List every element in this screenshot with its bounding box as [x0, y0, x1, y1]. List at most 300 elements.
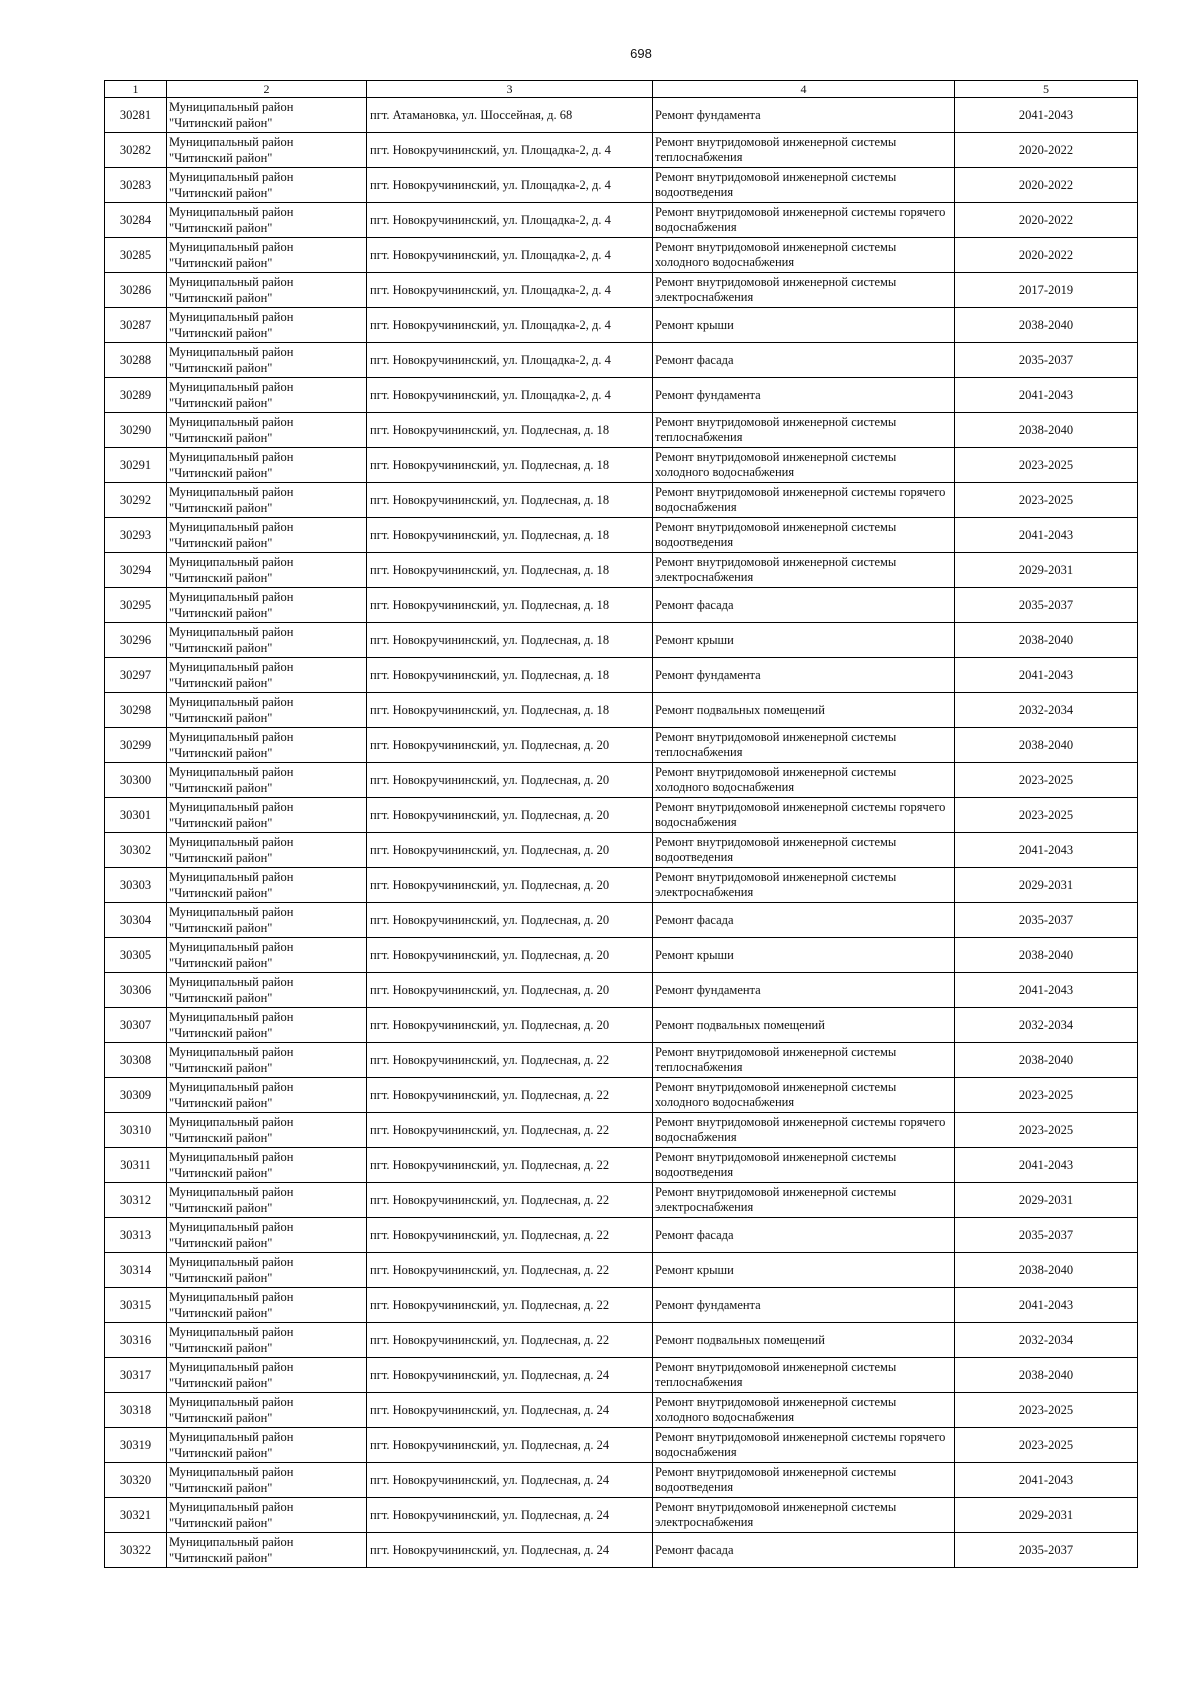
municipality-line: "Читинский район" — [169, 991, 273, 1005]
municipality-cell — [167, 973, 367, 1008]
address-cell: пгт. Новокручининский, ул. Подлесная, д. 22 — [367, 1148, 653, 1183]
work-type-cell: Ремонт крыши — [653, 308, 955, 343]
table-row — [105, 273, 1138, 308]
municipality-line: Муниципальный район — [169, 555, 294, 569]
address-cell: пгт. Новокручининский, ул. Подлесная, д. 20 — [367, 868, 653, 903]
table-row — [105, 1498, 1138, 1533]
address-cell: пгт. Новокручининский, ул. Подлесная, д. 18 — [367, 658, 653, 693]
address-cell: пгт. Новокручининский, ул. Площадка-2, д. 4 — [367, 203, 653, 238]
work-type-cell: Ремонт внутридомовой инженерной системы горячего водоснабжения — [653, 483, 955, 518]
address-cell: пгт. Новокручининский, ул. Площадка-2, д. 4 — [367, 238, 653, 273]
address-cell: пгт. Новокручининский, ул. Подлесная, д. 20 — [367, 833, 653, 868]
municipality-line: "Читинский район" — [169, 1236, 273, 1250]
municipality-cell — [167, 1323, 367, 1358]
period-cell: 2041-2043 — [955, 1288, 1138, 1323]
period-cell: 2029-2031 — [955, 553, 1138, 588]
municipality-cell — [167, 1008, 367, 1043]
municipality-line: Муниципальный район — [169, 205, 294, 219]
table-row — [105, 1078, 1138, 1113]
period-cell: 2020-2022 — [955, 238, 1138, 273]
column-header-3: 3 — [367, 81, 653, 98]
municipality-line: Муниципальный район — [169, 905, 294, 919]
period-cell: 2041-2043 — [955, 973, 1138, 1008]
municipality-line: Муниципальный район — [169, 1535, 294, 1549]
municipality-line: "Читинский район" — [169, 186, 273, 200]
municipality-line: "Читинский район" — [169, 466, 273, 480]
period-cell: 2032-2034 — [955, 1323, 1138, 1358]
period-cell: 2041-2043 — [955, 1463, 1138, 1498]
period-cell: 2041-2043 — [955, 378, 1138, 413]
municipality-line: Муниципальный район — [169, 380, 294, 394]
address-cell: пгт. Новокручининский, ул. Площадка-2, д. 4 — [367, 343, 653, 378]
row-number-cell: 30300 — [105, 763, 167, 798]
period-cell: 2020-2022 — [955, 203, 1138, 238]
row-number-cell: 30284 — [105, 203, 167, 238]
municipality-line: "Читинский район" — [169, 1201, 273, 1215]
work-type-cell: Ремонт фундамента — [653, 973, 955, 1008]
address-cell: пгт. Новокручининский, ул. Подлесная, д. 22 — [367, 1183, 653, 1218]
municipality-line: Муниципальный район — [169, 660, 294, 674]
address-cell: пгт. Новокручининский, ул. Подлесная, д. 18 — [367, 483, 653, 518]
municipality-cell — [167, 343, 367, 378]
period-cell: 2023-2025 — [955, 1113, 1138, 1148]
table-row — [105, 1043, 1138, 1078]
column-header-1: 1 — [105, 81, 167, 98]
municipality-cell — [167, 1288, 367, 1323]
row-number-cell: 30291 — [105, 448, 167, 483]
table-row — [105, 483, 1138, 518]
row-number-cell: 30301 — [105, 798, 167, 833]
row-number-cell: 30312 — [105, 1183, 167, 1218]
work-type-cell: Ремонт внутридомовой инженерной системы водоотведения — [653, 1148, 955, 1183]
row-number-cell: 30304 — [105, 903, 167, 938]
table-row — [105, 798, 1138, 833]
period-cell: 2035-2037 — [955, 343, 1138, 378]
period-cell: 2023-2025 — [955, 1078, 1138, 1113]
municipality-line: "Читинский район" — [169, 1166, 273, 1180]
municipality-line: Муниципальный район — [169, 1255, 294, 1269]
municipality-line: Муниципальный район — [169, 1500, 294, 1514]
row-number-cell: 30283 — [105, 168, 167, 203]
municipality-line: "Читинский район" — [169, 1551, 273, 1565]
work-type-cell: Ремонт внутридомовой инженерной системы холодного водоснабжения — [653, 763, 955, 798]
row-number-cell: 30289 — [105, 378, 167, 413]
period-cell: 2017-2019 — [955, 273, 1138, 308]
municipality-cell — [167, 98, 367, 133]
municipality-cell — [167, 553, 367, 588]
municipality-line: "Читинский район" — [169, 361, 273, 375]
municipality-line: Муниципальный район — [169, 450, 294, 464]
address-cell: пгт. Новокручининский, ул. Подлесная, д. 24 — [367, 1358, 653, 1393]
table-body — [105, 98, 1138, 1568]
municipality-cell — [167, 1393, 367, 1428]
municipality-line: "Читинский район" — [169, 291, 273, 305]
municipality-cell — [167, 483, 367, 518]
work-type-cell: Ремонт внутридомовой инженерной системы водоотведения — [653, 518, 955, 553]
address-cell: пгт. Новокручининский, ул. Подлесная, д. 18 — [367, 693, 653, 728]
work-type-cell: Ремонт внутридомовой инженерной системы электроснабжения — [653, 868, 955, 903]
municipality-line: Муниципальный район — [169, 730, 294, 744]
row-number-cell: 30286 — [105, 273, 167, 308]
row-number-cell: 30317 — [105, 1358, 167, 1393]
municipality-line: Муниципальный район — [169, 870, 294, 884]
row-number-cell: 30297 — [105, 658, 167, 693]
municipality-line: Муниципальный район — [169, 100, 294, 114]
municipality-line: "Читинский район" — [169, 571, 273, 585]
row-number-cell: 30313 — [105, 1218, 167, 1253]
row-number-cell: 30311 — [105, 1148, 167, 1183]
municipality-cell — [167, 798, 367, 833]
municipality-line: Муниципальный район — [169, 625, 294, 639]
table-row — [105, 833, 1138, 868]
municipality-line: Муниципальный район — [169, 485, 294, 499]
work-type-cell: Ремонт фундамента — [653, 98, 955, 133]
table-row — [105, 133, 1138, 168]
municipality-cell — [167, 1183, 367, 1218]
municipality-cell — [167, 728, 367, 763]
work-type-cell: Ремонт крыши — [653, 938, 955, 973]
address-cell: пгт. Новокручининский, ул. Подлесная, д. 20 — [367, 903, 653, 938]
municipality-cell — [167, 203, 367, 238]
table-row — [105, 588, 1138, 623]
period-cell: 2029-2031 — [955, 1183, 1138, 1218]
municipality-cell — [167, 308, 367, 343]
period-cell: 2041-2043 — [955, 833, 1138, 868]
table-row — [105, 1183, 1138, 1218]
municipality-line: "Читинский район" — [169, 676, 273, 690]
table-row — [105, 1288, 1138, 1323]
address-cell: пгт. Новокручининский, ул. Подлесная, д. 22 — [367, 1113, 653, 1148]
work-type-cell: Ремонт внутридомовой инженерной системы холодного водоснабжения — [653, 1078, 955, 1113]
municipality-line: Муниципальный район — [169, 1115, 294, 1129]
table-row — [105, 693, 1138, 728]
municipality-line: Муниципальный район — [169, 310, 294, 324]
period-cell: 2020-2022 — [955, 133, 1138, 168]
municipality-line: Муниципальный район — [169, 1045, 294, 1059]
row-number-cell: 30320 — [105, 1463, 167, 1498]
municipality-cell — [167, 1078, 367, 1113]
address-cell: пгт. Новокручининский, ул. Площадка-2, д. 4 — [367, 378, 653, 413]
municipality-line: Муниципальный район — [169, 835, 294, 849]
repair-schedule-table — [104, 80, 1138, 1568]
municipality-cell — [167, 868, 367, 903]
municipality-cell — [167, 658, 367, 693]
address-cell: пгт. Новокручининский, ул. Подлесная, д. 20 — [367, 728, 653, 763]
work-type-cell: Ремонт внутридомовой инженерной системы горячего водоснабжения — [653, 1428, 955, 1463]
row-number-cell: 30302 — [105, 833, 167, 868]
address-cell: пгт. Новокручининский, ул. Площадка-2, д. 4 — [367, 308, 653, 343]
address-cell: пгт. Новокручининский, ул. Подлесная, д. 24 — [367, 1498, 653, 1533]
municipality-line: "Читинский район" — [169, 396, 273, 410]
address-cell: пгт. Новокручининский, ул. Подлесная, д. 22 — [367, 1218, 653, 1253]
municipality-line: Муниципальный район — [169, 800, 294, 814]
municipality-line: Муниципальный район — [169, 765, 294, 779]
period-cell: 2041-2043 — [955, 98, 1138, 133]
table-row — [105, 1323, 1138, 1358]
municipality-line: "Читинский район" — [169, 921, 273, 935]
period-cell: 2038-2040 — [955, 1253, 1138, 1288]
address-cell: пгт. Новокручининский, ул. Подлесная, д. 24 — [367, 1533, 653, 1568]
municipality-cell — [167, 833, 367, 868]
row-number-cell: 30287 — [105, 308, 167, 343]
table-row — [105, 448, 1138, 483]
municipality-line: "Читинский район" — [169, 781, 273, 795]
municipality-cell — [167, 273, 367, 308]
table-row — [105, 308, 1138, 343]
municipality-cell — [167, 1113, 367, 1148]
period-cell: 2029-2031 — [955, 868, 1138, 903]
period-cell: 2035-2037 — [955, 1218, 1138, 1253]
municipality-cell — [167, 1043, 367, 1078]
table-row — [105, 553, 1138, 588]
municipality-line: "Читинский район" — [169, 746, 273, 760]
period-cell: 2023-2025 — [955, 798, 1138, 833]
table-row — [105, 1358, 1138, 1393]
row-number-cell: 30288 — [105, 343, 167, 378]
period-cell: 2035-2037 — [955, 1533, 1138, 1568]
period-cell: 2038-2040 — [955, 308, 1138, 343]
municipality-line: Муниципальный район — [169, 240, 294, 254]
municipality-line: "Читинский район" — [169, 816, 273, 830]
municipality-line: "Читинский район" — [169, 641, 273, 655]
municipality-cell — [167, 1533, 367, 1568]
work-type-cell: Ремонт внутридомовой инженерной системы теплоснабжения — [653, 728, 955, 763]
period-cell: 2038-2040 — [955, 728, 1138, 763]
row-number-cell: 30310 — [105, 1113, 167, 1148]
work-type-cell: Ремонт фундамента — [653, 378, 955, 413]
work-type-cell: Ремонт внутридомовой инженерной системы теплоснабжения — [653, 1358, 955, 1393]
work-type-cell: Ремонт фасада — [653, 903, 955, 938]
column-header-4: 4 — [653, 81, 955, 98]
header-row — [105, 81, 1138, 98]
address-cell: пгт. Новокручининский, ул. Подлесная, д. 24 — [367, 1428, 653, 1463]
row-number-cell: 30307 — [105, 1008, 167, 1043]
address-cell: пгт. Новокручининский, ул. Подлесная, д. 20 — [367, 1008, 653, 1043]
municipality-cell — [167, 1218, 367, 1253]
municipality-line: Муниципальный район — [169, 1395, 294, 1409]
address-cell: пгт. Атамановка, ул. Шоссейная, д. 68 — [367, 98, 653, 133]
municipality-line: "Читинский район" — [169, 326, 273, 340]
municipality-line: Муниципальный район — [169, 520, 294, 534]
municipality-line: "Читинский район" — [169, 1446, 273, 1460]
address-cell: пгт. Новокручининский, ул. Подлесная, д. 20 — [367, 763, 653, 798]
row-number-cell: 30321 — [105, 1498, 167, 1533]
address-cell: пгт. Новокручининский, ул. Подлесная, д. 20 — [367, 798, 653, 833]
municipality-line: Муниципальный район — [169, 1080, 294, 1094]
period-cell: 2041-2043 — [955, 658, 1138, 693]
row-number-cell: 30285 — [105, 238, 167, 273]
municipality-line: "Читинский район" — [169, 151, 273, 165]
column-header-2: 2 — [167, 81, 367, 98]
table-row — [105, 518, 1138, 553]
municipality-cell — [167, 588, 367, 623]
municipality-line: "Читинский район" — [169, 536, 273, 550]
municipality-line: "Читинский район" — [169, 711, 273, 725]
row-number-cell: 30294 — [105, 553, 167, 588]
row-number-cell: 30318 — [105, 1393, 167, 1428]
municipality-cell — [167, 378, 367, 413]
work-type-cell: Ремонт внутридомовой инженерной системы горячего водоснабжения — [653, 1113, 955, 1148]
table-row — [105, 868, 1138, 903]
row-number-cell: 30281 — [105, 98, 167, 133]
table-row — [105, 763, 1138, 798]
table-row — [105, 728, 1138, 763]
municipality-cell — [167, 938, 367, 973]
address-cell: пгт. Новокручининский, ул. Подлесная, д. 22 — [367, 1323, 653, 1358]
work-type-cell: Ремонт подвальных помещений — [653, 1323, 955, 1358]
table-row — [105, 973, 1138, 1008]
work-type-cell: Ремонт внутридомовой инженерной системы холодного водоснабжения — [653, 1393, 955, 1428]
period-cell: 2032-2034 — [955, 1008, 1138, 1043]
work-type-cell: Ремонт внутридомовой инженерной системы теплоснабжения — [653, 1043, 955, 1078]
table-row — [105, 1463, 1138, 1498]
table-row — [105, 1253, 1138, 1288]
work-type-cell: Ремонт подвальных помещений — [653, 693, 955, 728]
municipality-cell — [167, 693, 367, 728]
period-cell: 2023-2025 — [955, 763, 1138, 798]
row-number-cell: 30292 — [105, 483, 167, 518]
address-cell: пгт. Новокручининский, ул. Подлесная, д. 20 — [367, 938, 653, 973]
municipality-line: Муниципальный район — [169, 275, 294, 289]
municipality-cell — [167, 448, 367, 483]
period-cell: 2023-2025 — [955, 1393, 1138, 1428]
row-number-cell: 30309 — [105, 1078, 167, 1113]
table-row — [105, 938, 1138, 973]
work-type-cell: Ремонт внутридомовой инженерной системы электроснабжения — [653, 273, 955, 308]
work-type-cell: Ремонт крыши — [653, 1253, 955, 1288]
period-cell: 2035-2037 — [955, 588, 1138, 623]
municipality-line: Муниципальный район — [169, 1220, 294, 1234]
work-type-cell: Ремонт внутридомовой инженерной системы водоотведения — [653, 1463, 955, 1498]
municipality-cell — [167, 238, 367, 273]
address-cell: пгт. Новокручининский, ул. Подлесная, д. 18 — [367, 623, 653, 658]
municipality-cell — [167, 1498, 367, 1533]
municipality-line: "Читинский район" — [169, 1516, 273, 1530]
table-row — [105, 1148, 1138, 1183]
table-row — [105, 1428, 1138, 1463]
work-type-cell: Ремонт внутридомовой инженерной системы электроснабжения — [653, 1498, 955, 1533]
municipality-cell — [167, 1463, 367, 1498]
work-type-cell: Ремонт внутридомовой инженерной системы горячего водоснабжения — [653, 798, 955, 833]
address-cell: пгт. Новокручининский, ул. Подлесная, д. 18 — [367, 518, 653, 553]
municipality-cell — [167, 518, 367, 553]
municipality-line: Муниципальный район — [169, 1360, 294, 1374]
table-row — [105, 1113, 1138, 1148]
work-type-cell: Ремонт подвальных помещений — [653, 1008, 955, 1043]
period-cell: 2023-2025 — [955, 483, 1138, 518]
row-number-cell: 30306 — [105, 973, 167, 1008]
work-type-cell: Ремонт внутридомовой инженерной системы водоотведения — [653, 168, 955, 203]
period-cell: 2038-2040 — [955, 938, 1138, 973]
work-type-cell: Ремонт крыши — [653, 623, 955, 658]
table-row — [105, 623, 1138, 658]
municipality-line: "Читинский район" — [169, 256, 273, 270]
period-cell: 2023-2025 — [955, 448, 1138, 483]
municipality-line: "Читинский район" — [169, 501, 273, 515]
work-type-cell: Ремонт внутридомовой инженерной системы холодного водоснабжения — [653, 238, 955, 273]
municipality-line: "Читинский район" — [169, 1481, 273, 1495]
table-row — [105, 903, 1138, 938]
municipality-line: "Читинский район" — [169, 1271, 273, 1285]
municipality-line: Муниципальный район — [169, 1185, 294, 1199]
period-cell: 2023-2025 — [955, 1428, 1138, 1463]
municipality-line: Муниципальный район — [169, 1010, 294, 1024]
municipality-line: Муниципальный район — [169, 695, 294, 709]
municipality-line: "Читинский район" — [169, 1131, 273, 1145]
table-row — [105, 238, 1138, 273]
municipality-cell — [167, 763, 367, 798]
row-number-cell: 30298 — [105, 693, 167, 728]
table-row — [105, 1393, 1138, 1428]
period-cell: 2038-2040 — [955, 1358, 1138, 1393]
municipality-cell — [167, 1253, 367, 1288]
table-row — [105, 658, 1138, 693]
row-number-cell: 30305 — [105, 938, 167, 973]
period-cell: 2029-2031 — [955, 1498, 1138, 1533]
table-row — [105, 1533, 1138, 1568]
row-number-cell: 30316 — [105, 1323, 167, 1358]
work-type-cell: Ремонт внутридомовой инженерной системы теплоснабжения — [653, 413, 955, 448]
row-number-cell: 30290 — [105, 413, 167, 448]
address-cell: пгт. Новокручининский, ул. Подлесная, д. 22 — [367, 1253, 653, 1288]
work-type-cell: Ремонт фундамента — [653, 658, 955, 693]
municipality-line: "Читинский район" — [169, 1306, 273, 1320]
work-type-cell: Ремонт внутридомовой инженерной системы холодного водоснабжения — [653, 448, 955, 483]
address-cell: пгт. Новокручининский, ул. Подлесная, д. 18 — [367, 553, 653, 588]
address-cell: пгт. Новокручининский, ул. Подлесная, д. 18 — [367, 413, 653, 448]
municipality-line: "Читинский район" — [169, 1096, 273, 1110]
municipality-cell — [167, 413, 367, 448]
address-cell: пгт. Новокручининский, ул. Площадка-2, д. 4 — [367, 133, 653, 168]
work-type-cell: Ремонт фасада — [653, 1533, 955, 1568]
municipality-line: "Читинский район" — [169, 956, 273, 970]
municipality-line: "Читинский район" — [169, 1376, 273, 1390]
table-row — [105, 1218, 1138, 1253]
municipality-line: Муниципальный район — [169, 345, 294, 359]
table-row — [105, 1008, 1138, 1043]
column-header-5: 5 — [955, 81, 1138, 98]
table-row — [105, 168, 1138, 203]
row-number-cell: 30282 — [105, 133, 167, 168]
address-cell: пгт. Новокручининский, ул. Площадка-2, д. 4 — [367, 273, 653, 308]
address-cell: пгт. Новокручининский, ул. Подлесная, д. 22 — [367, 1043, 653, 1078]
municipality-line: Муниципальный район — [169, 135, 294, 149]
address-cell: пгт. Новокручининский, ул. Подлесная, д. 20 — [367, 973, 653, 1008]
address-cell: пгт. Новокручининский, ул. Подлесная, д. 22 — [367, 1078, 653, 1113]
period-cell: 2032-2034 — [955, 693, 1138, 728]
work-type-cell: Ремонт внутридомовой инженерной системы горячего водоснабжения — [653, 203, 955, 238]
municipality-line: "Читинский район" — [169, 116, 273, 130]
municipality-line: "Читинский район" — [169, 1411, 273, 1425]
municipality-line: Муниципальный район — [169, 1465, 294, 1479]
work-type-cell: Ремонт фасада — [653, 343, 955, 378]
row-number-cell: 30299 — [105, 728, 167, 763]
table-row — [105, 98, 1138, 133]
municipality-line: "Читинский район" — [169, 851, 273, 865]
period-cell: 2038-2040 — [955, 413, 1138, 448]
work-type-cell: Ремонт внутридомовой инженерной системы теплоснабжения — [653, 133, 955, 168]
work-type-cell: Ремонт фасада — [653, 588, 955, 623]
table-row — [105, 343, 1138, 378]
municipality-line: Муниципальный район — [169, 1430, 294, 1444]
row-number-cell: 30303 — [105, 868, 167, 903]
table-row — [105, 378, 1138, 413]
address-cell: пгт. Новокручининский, ул. Подлесная, д. 18 — [367, 448, 653, 483]
period-cell: 2038-2040 — [955, 1043, 1138, 1078]
municipality-cell — [167, 1358, 367, 1393]
row-number-cell: 30315 — [105, 1288, 167, 1323]
municipality-cell — [167, 1428, 367, 1463]
